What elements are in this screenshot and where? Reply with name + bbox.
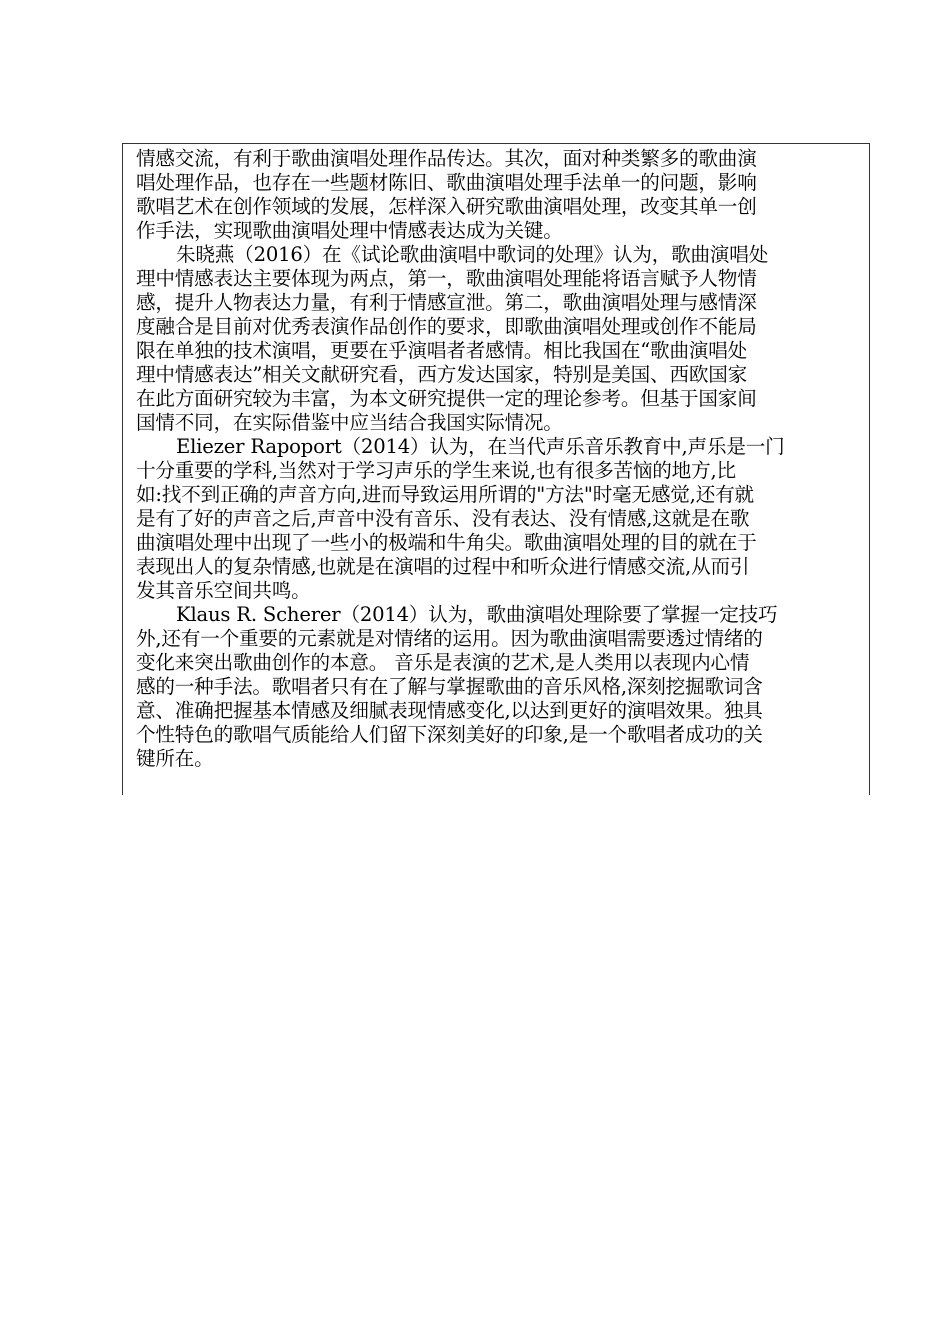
paragraph-first-line: 朱晓燕（2016）在《试论歌曲演唱中歌词的处理》认为，歌曲演唱处: [176, 243, 769, 266]
paragraph-first-line: Klaus R. Scherer（2014）认为，歌曲演唱处理除要了掌握一定技巧: [176, 603, 778, 626]
text-line: 作手法，实现歌曲演唱处理中情感表达成为关键。: [136, 219, 563, 242]
text-line: 变化来突出歌曲创作的本意。 音乐是表演的艺术,是人类用以表现内心情: [136, 651, 750, 674]
text-line: 感的一种手法。歌唱者只有在了解与掌握歌曲的音乐风格,深刻挖掘歌词含: [136, 675, 763, 698]
text-line: 外,还有一个重要的元素就是对情绪的运用。因为歌曲演唱需要透过情绪的: [136, 627, 763, 650]
text-line: 十分重要的学科,当然对于学习声乐的学生来说,也有很多苦恼的地方,比: [136, 459, 736, 482]
text-line: 是有了好的声音之后,声音中没有音乐、没有表达、没有情感,这就是在歌: [136, 507, 750, 530]
text-line: 表现出人的复杂情感,也就是在演唱的过程中和听众进行情感交流,从而引: [136, 555, 750, 578]
text-line: 在此方面研究较为丰富，为本文研究提供一定的理论参考。但基于国家间: [136, 387, 757, 410]
paragraph-first-line: Eliezer Rapoport（2014）认为，在当代声乐音乐教育中,声乐是一门: [176, 435, 785, 458]
text-line: 度融合是目前对优秀表演作品创作的要求，即歌曲演唱处理或创作不能局: [136, 315, 757, 338]
text-line: 理中情感表达主要体现为两点，第一，歌曲演唱处理能将语言赋予人物情: [136, 267, 757, 290]
text-line: 如:找不到正确的声音方向,进而导致运用所谓的"方法"时毫无感觉,还有就: [136, 483, 754, 506]
text-line: 感，提升人物表达力量，有利于情感宣泄。第二，歌曲演唱处理与感情深: [136, 291, 757, 314]
text-line: 意、准确把握基本情感及细腻表现情感变化,以达到更好的演唱效果。独具: [136, 699, 763, 722]
text-line: 理中情感表达”相关文献研究看，西方发达国家，特别是美国、西欧国家: [136, 363, 748, 386]
body-text: [136, 147, 860, 771]
text-line: 曲演唱处理中出现了一些小的极端和牛角尖。歌曲演唱处理的目的就在于: [136, 531, 757, 554]
text-line: 键所在。: [136, 747, 214, 770]
text-line: 唱处理作品，也存在一些题材陈旧、歌曲演唱处理手法单一的问题，影响: [136, 171, 757, 194]
text-line: 限在单独的技术演唱，更要在乎演唱者者感情。相比我国在“歌曲演唱处: [136, 339, 748, 362]
text-line: 歌唱艺术在创作领域的发展，怎样深入研究歌曲演唱处理，改变其单一创: [136, 195, 757, 218]
text-line: 发其音乐空间共鸣。: [136, 579, 311, 602]
text-line: 个性特色的歌唱气质能给人们留下深刻美好的印象,是一个歌唱者成功的关: [136, 723, 763, 746]
text-line: 情感交流，有利于歌曲演唱处理作品传达。其次，面对种类繁多的歌曲演: [136, 147, 757, 170]
text-line: 国情不同，在实际借鉴中应当结合我国实际情况。: [136, 411, 563, 434]
